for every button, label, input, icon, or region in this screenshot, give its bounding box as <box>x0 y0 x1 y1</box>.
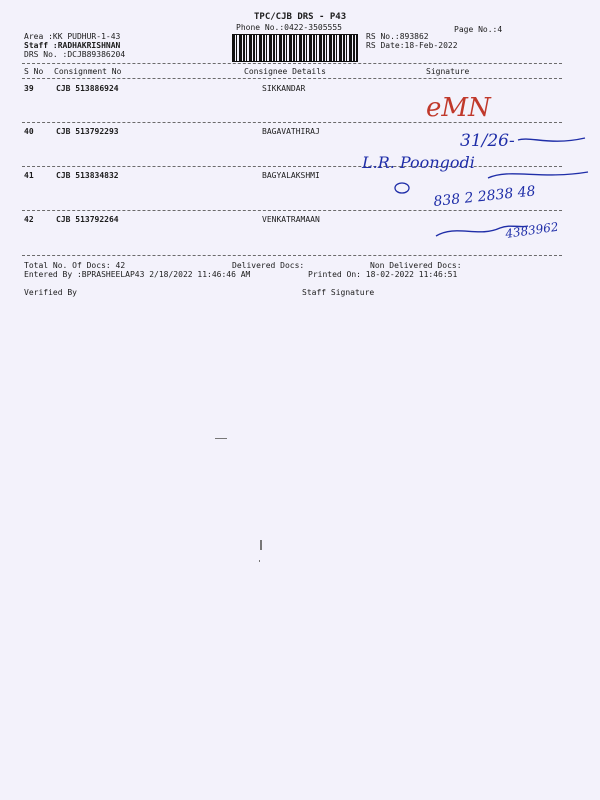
signature-text: 838 2 2838 48 <box>432 183 537 210</box>
handwritten-signatures <box>360 88 600 258</box>
row-sno: 42 <box>24 215 34 224</box>
phone-number: Phone No.:0422-3505555 <box>236 23 342 32</box>
entered-by: Entered By :BPRASHEELAP43 2/18/2022 11:46:46 AM <box>24 270 251 279</box>
row-sno: 40 <box>24 127 34 136</box>
page-number: Page No.:4 <box>454 25 503 34</box>
row-consignment: CJB 513834832 <box>56 171 119 180</box>
row-consignment: CJB 513792264 <box>56 215 119 224</box>
signature-text: eMN <box>426 93 491 123</box>
rs-date: RS Date:18-Feb-2022 <box>366 41 458 50</box>
staff-signature: Staff Signature <box>302 288 375 297</box>
document-title: TPC/CJB DRS - P43 <box>254 12 347 22</box>
area-label: Area :KK PUDHUR-1-43 <box>24 32 121 41</box>
barcode <box>232 34 358 62</box>
delivered-docs: Delivered Docs: <box>232 261 305 270</box>
row-consignee: BAGYALAKSHMI <box>262 171 320 180</box>
row-consignment: CJB 513792293 <box>56 127 119 136</box>
rs-number: RS No.:893862 <box>366 32 429 41</box>
signature-stroke <box>518 138 585 141</box>
col-consignee: Consignee Details <box>244 67 326 76</box>
scan-artifact <box>259 560 260 562</box>
drs-number: DRS No. :DCJB89386204 <box>24 50 126 59</box>
row-consignment: CJB 513886924 <box>56 84 119 93</box>
signature-stroke <box>488 172 588 178</box>
signature-text: 4383962 <box>504 219 560 241</box>
col-consignment: Consignment No <box>54 67 122 76</box>
divider <box>22 78 562 79</box>
scan-artifact <box>260 540 262 550</box>
total-docs: Total No. Of Docs: 42 <box>24 261 126 270</box>
signature-stroke <box>395 183 409 193</box>
signature-text: 31/26- <box>460 131 515 151</box>
scan-artifact <box>215 438 227 439</box>
row-consignee: VENKATRAMAAN <box>262 215 320 224</box>
row-consignee: BAGAVATHIRAJ <box>262 127 320 136</box>
row-consignee: SIKKANDAR <box>262 84 306 93</box>
col-signature: Signature <box>426 67 470 76</box>
signature-text: L.R. Poongodi <box>362 153 475 172</box>
col-sno: S No <box>24 67 44 76</box>
row-sno: 39 <box>24 84 34 93</box>
non-delivered-docs: Non Delivered Docs: <box>370 261 462 270</box>
row-sno: 41 <box>24 171 34 180</box>
printed-on: Printed On: 18-02-2022 11:46:51 <box>308 270 458 279</box>
staff-label: Staff :RADHAKRISHNAN <box>24 41 121 50</box>
verified-by: Verified By <box>24 288 77 297</box>
divider <box>22 63 562 64</box>
